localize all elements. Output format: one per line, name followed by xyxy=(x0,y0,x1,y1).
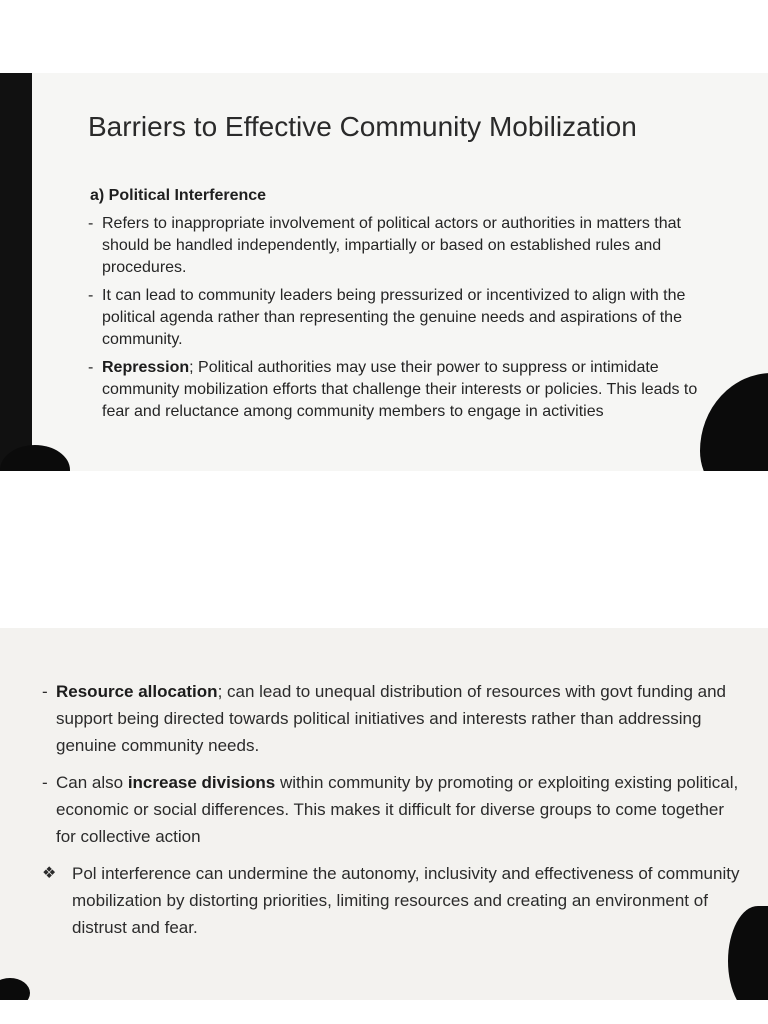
bullet-lead: Can also xyxy=(56,773,128,792)
bullet-mark: - xyxy=(42,773,48,792)
bullet-text: ; Political authorities may use their power to suppress or intimidate community mobilization efforts that challenge their interests or policies. This leads to fear and reluctance among community members to engage in activities xyxy=(102,359,698,420)
bullet-list xyxy=(42,678,742,951)
bullet-text: Pol interference can undermine the autonomy, inclusivity and effectiveness of community mobilization by distorting priorities, limiting resources and creating an environment of distrust and fear. xyxy=(72,864,740,937)
list-item xyxy=(42,678,742,759)
bullet-list xyxy=(86,213,726,429)
diamond-bullet-icon: ❖ xyxy=(42,865,57,882)
bullet-mark: - xyxy=(88,287,94,304)
bullet-mark: - xyxy=(88,359,94,376)
bullet-bold: increase divisions xyxy=(127,773,276,792)
list-item xyxy=(86,357,726,423)
bullet-text: It can lead to community leaders being pressurized or incentivized to align with the political agenda rather than representing the genuine needs and aspirations of the community. xyxy=(102,287,686,348)
bullet-text: within community by promoting or exploiting existing political, economic or social differences. This makes it difficult for diverse groups to come together for collective action xyxy=(56,773,739,846)
bullet-mark: - xyxy=(42,682,48,701)
list-item xyxy=(86,213,726,279)
bullet-bold: Resource allocation xyxy=(56,682,218,701)
list-item xyxy=(42,769,742,850)
bullet-bold: Repression xyxy=(102,359,190,376)
left-shadow xyxy=(0,73,32,471)
slide-interference-effects xyxy=(0,628,768,1000)
slide-title: Barriers to Effective Community Mobilization xyxy=(88,111,637,142)
list-item xyxy=(86,285,726,351)
corner-shadow-bottom-left xyxy=(0,978,30,1000)
slide-political-interference xyxy=(0,73,768,471)
section-heading: a) Political Interference xyxy=(90,187,267,204)
bullet-text: Refers to inappropriate involvement of political actors or authorities in matters that should be handled independently, impartially or based on established rules and procedures. xyxy=(102,215,681,276)
list-item xyxy=(42,860,742,941)
bullet-mark: - xyxy=(88,215,94,232)
bullet-text: ; can lead to unequal distribution of resources with govt funding and support being directed towards political initiatives and interests rather than addressing genuine community needs. xyxy=(56,682,727,755)
